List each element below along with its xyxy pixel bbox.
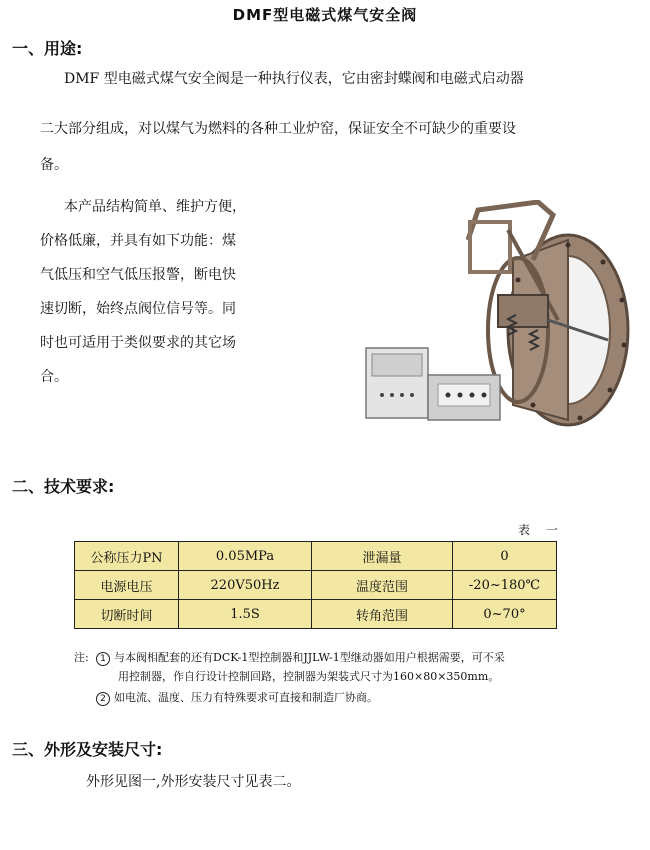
table-row [75,600,557,629]
usage-para2-line-6: 合。 [40,369,68,385]
usage-para2-line-2: 价格低廉，并具有如下功能：煤 [40,233,236,249]
usage-para2-line-5: 时也可适用于类似要求的其它场 [40,335,236,351]
table-cell: -20~180℃ [453,571,557,600]
page-title: DMF型电磁式煤气安全阀 [232,6,418,24]
usage-para2-line-3: 气低压和空气低压报警，断电快 [40,267,236,283]
spec-table [74,541,557,629]
table-cell: 0~70° [453,600,557,629]
table-cell: 0.05MPa [179,542,312,571]
note-text: 与本阀相配套的还有DCK-1型控制器和JJLW-1型继动器如用户根据需要，可不采 [114,651,505,664]
note-number: 1 [96,652,110,666]
section-heading-usage: 一、用途: [12,39,83,58]
usage-para2-line-4: 速切断，始终点阀位信号等。同 [40,301,236,317]
table-cell: 切断时间 [75,600,179,629]
table-cell: 转角范围 [312,600,453,629]
usage-para2-line-1: 本产品结构简单、维护方便， [64,199,246,215]
note-text: 如电流、温度、压力有特殊要求可直接和制造厂协商。 [114,691,378,704]
usage-line-3: 备。 [40,157,68,173]
install-text: 外形见图一,外形安装尺寸见表二。 [86,774,301,790]
table-cell: 0 [453,542,557,571]
table-row [75,542,557,571]
table-caption: 表 一 [518,523,564,537]
note-2 [96,688,378,707]
note-1 [96,648,505,686]
table-cell: 电源电压 [75,571,179,600]
usage-line-1: DMF 型电磁式煤气安全阀是一种执行仪表，它由密封蝶阀和电磁式启动器 [64,71,524,87]
table-cell: 温度范围 [312,571,453,600]
table-row [75,571,557,600]
usage-line-2: 二大部分组成，对以煤气为燃料的各种工业炉窑，保证安全不可缺少的重要设 [40,121,516,137]
note-text: 用控制器，作自行设计控制回路，控制器为架装式尺寸为160×80×350mm。 [118,670,500,683]
table-cell: 220V50Hz [179,571,312,600]
table-cell: 公称压力PN [75,542,179,571]
valve-product-photo [358,200,640,440]
section-heading-tech: 二、技术要求: [12,477,115,496]
section-heading-install: 三、外形及安装尺寸: [12,740,163,759]
note-label: 注: [74,651,89,664]
table-cell: 泄漏量 [312,542,453,571]
table-cell: 1.5S [179,600,312,629]
note-number: 2 [96,692,110,706]
